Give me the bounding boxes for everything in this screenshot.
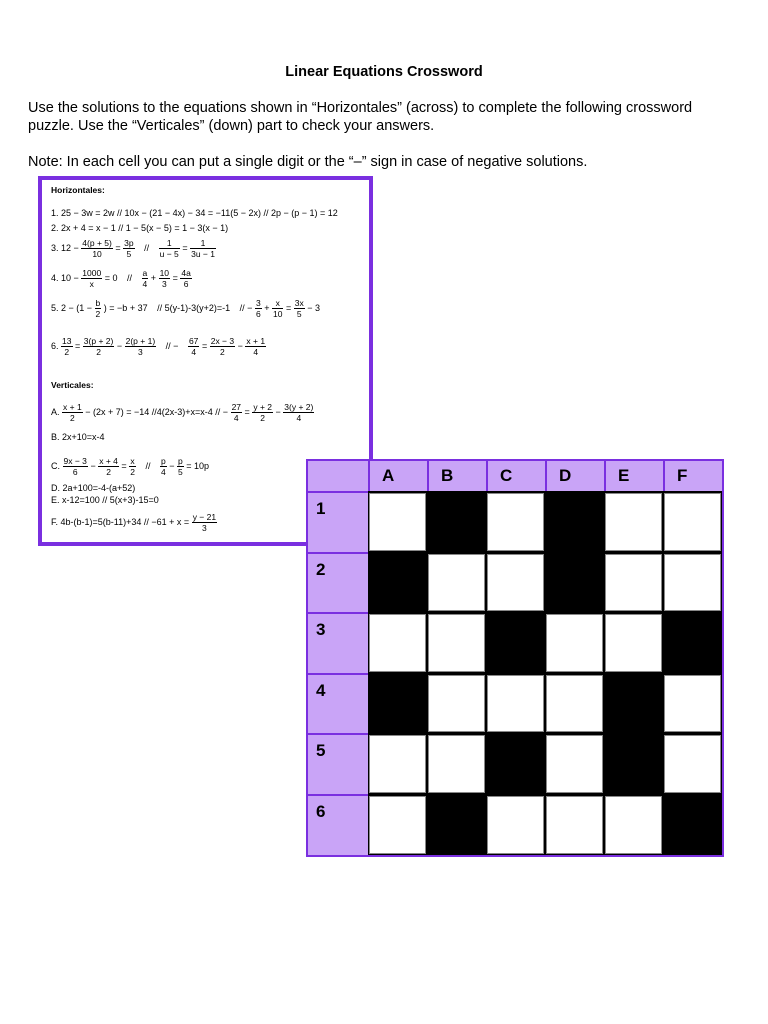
denominator: 2 (95, 309, 101, 319)
fraction (123, 238, 134, 259)
down-clue-b: B. 2x+10=x-4 (51, 432, 105, 442)
crossword-cell[interactable] (487, 675, 544, 733)
fraction (210, 336, 235, 357)
denominator: u − 5 (159, 249, 179, 259)
row-header-5: 5 (308, 733, 368, 794)
numerator: y + 2 (253, 402, 272, 412)
fraction (192, 512, 217, 533)
text: = (115, 242, 121, 253)
text: // 5(y-1)-3(y+2)=-1 (157, 302, 231, 313)
black-cell (546, 493, 603, 551)
across-clue-1: 1. 25 − 3w = 2w // 10x − (21 − 4x) − 34 = −11(5 − 2x) // 2p − (p − 1) = 12 (51, 208, 338, 218)
denominator: 6 (255, 309, 261, 319)
denominator: 2 (106, 467, 111, 477)
down-clue-f (51, 512, 217, 533)
numerator: 13 (62, 336, 72, 346)
column-header-d: D (545, 461, 604, 491)
crossword-cell[interactable] (487, 493, 544, 551)
text: = (172, 272, 178, 283)
text: − 3 (307, 302, 320, 313)
text: = (201, 340, 208, 351)
denominator: 2 (70, 413, 75, 423)
text: 4. 10 − (51, 272, 79, 283)
crossword-cell[interactable] (546, 796, 603, 854)
denominator: 5 (296, 309, 302, 319)
text: // − (165, 340, 179, 351)
numerator: 1000 (82, 268, 102, 278)
text: 5. 2 − (1 − (51, 302, 93, 313)
crossword-cell[interactable] (487, 554, 544, 612)
text: C. (51, 460, 60, 471)
crossword-cell[interactable] (428, 735, 485, 793)
fraction (159, 268, 170, 289)
black-cell (369, 554, 426, 612)
text: ) = −b + 37 (103, 302, 148, 313)
column-header-c: C (486, 461, 545, 491)
fraction (283, 402, 314, 423)
crossword-cell[interactable] (664, 735, 721, 793)
crossword-cell[interactable] (487, 796, 544, 854)
denominator: 4 (142, 279, 148, 289)
denominator: x (89, 279, 94, 289)
text: = (182, 242, 188, 253)
numerator: 67 (188, 336, 199, 346)
denominator: 3 (138, 347, 143, 357)
row-header-1: 1 (308, 491, 368, 552)
text: + (264, 302, 270, 313)
row-header-2: 2 (308, 552, 368, 613)
column-header-a: A (368, 461, 427, 491)
numerator: 3(p + 2) (83, 336, 114, 346)
numerator: 2(p + 1) (125, 336, 156, 346)
across-clue-3 (51, 238, 216, 259)
numerator: p (178, 456, 183, 466)
black-cell (428, 796, 485, 854)
text: // (127, 272, 133, 283)
text: − (2x + 7) = −14 //4(2x-3)+x=x-4 // − (85, 406, 229, 417)
denominator: 10 (92, 249, 102, 259)
fraction (129, 456, 136, 477)
across-clue-4 (51, 268, 192, 289)
text: = 0 (104, 272, 118, 283)
numerator: 4a (181, 268, 191, 278)
text: = (75, 340, 81, 351)
fraction (255, 298, 262, 319)
denominator: 3u − 1 (191, 249, 215, 259)
denominator: 5 (126, 249, 132, 259)
denominator: 2 (260, 413, 266, 423)
fraction (81, 268, 102, 289)
denominator: 4 (191, 347, 197, 357)
crossword-cell[interactable] (664, 493, 721, 551)
fraction (245, 336, 266, 357)
numerator: x (272, 298, 283, 309)
numerator: 3p (124, 238, 134, 248)
fraction (177, 456, 184, 477)
fraction (231, 402, 242, 423)
crossword-cell[interactable] (369, 796, 426, 854)
fraction (252, 402, 273, 423)
down-clue-c (51, 456, 209, 477)
row-header-3: 3 (308, 612, 368, 673)
horizontales-heading: Horizontales: (51, 185, 105, 195)
fraction (190, 238, 216, 259)
numerator: 1 (190, 238, 216, 249)
text: 3. 12 − (51, 242, 79, 253)
numerator: 3(y + 2) (284, 402, 314, 412)
crossword-cell[interactable] (369, 493, 426, 551)
denominator: 2 (96, 347, 101, 357)
denominator: 6 (72, 467, 78, 477)
text: // (144, 242, 150, 253)
verticales-heading: Verticales: (51, 380, 94, 390)
fraction (160, 456, 167, 477)
text: F. 4b-(b-1)=5(b-11)+34 // −61 + x = (51, 516, 190, 527)
numerator: 9x − 3 (63, 456, 87, 466)
text: − (116, 340, 123, 351)
denominator: 2 (64, 347, 70, 357)
denominator: 4 (296, 413, 302, 423)
document-title: Linear Equations Crossword (285, 64, 483, 80)
black-cell (546, 554, 603, 612)
crossword-cell[interactable] (546, 675, 603, 733)
black-cell (664, 614, 721, 672)
text: 6. (51, 340, 59, 351)
black-cell (664, 796, 721, 854)
fraction (83, 336, 115, 357)
fraction (188, 336, 199, 357)
denominator: 4 (160, 467, 166, 477)
numerator: 1 (159, 238, 180, 249)
down-clue-e: E. x-12=100 // 5(x+3)-15=0 (51, 495, 159, 505)
row-header-6: 6 (308, 794, 368, 855)
crossword-cell[interactable] (605, 614, 662, 672)
crossword-cell[interactable] (664, 554, 721, 612)
numerator: 27 (231, 402, 242, 412)
crossword-cell[interactable] (369, 735, 426, 793)
numerator: p (160, 456, 166, 466)
black-cell (428, 493, 485, 551)
across-clue-2: 2. 2x + 4 = x − 1 // 1 − 5(x − 5) = 1 − 3(x − 1) (51, 223, 229, 233)
across-clue-5 (51, 298, 320, 319)
crossword-cell[interactable] (428, 675, 485, 733)
intro-paragraph: Use the solutions to the equations shown in “Horizontales” (across) to complete the following crossword puzzle. Use the “Verticales” (down) part to check your answers. (28, 100, 693, 134)
denominator: 5 (178, 467, 183, 477)
crossword-cell[interactable] (428, 614, 485, 672)
denominator: 4 (233, 413, 239, 423)
note-paragraph: Note: In each cell you can put a single digit or the “–” sign in case of negative solutions. (28, 154, 588, 170)
numerator: 10 (159, 268, 170, 278)
numerator: 4(p + 5) (82, 238, 112, 248)
denominator: 6 (183, 279, 189, 289)
row-header-4: 4 (308, 673, 368, 734)
numerator: b (95, 298, 101, 308)
crossword-cell[interactable] (428, 554, 485, 612)
across-clue-6 (51, 336, 266, 357)
text: − (90, 460, 96, 471)
denominator: 10 (272, 309, 283, 319)
text: − (275, 406, 281, 417)
fraction (294, 298, 305, 319)
fraction (95, 298, 102, 319)
text: = (244, 406, 250, 417)
crossword-cell[interactable] (546, 614, 603, 672)
down-clue-a (51, 402, 314, 423)
fraction (159, 238, 180, 259)
numerator: x + 1 (246, 336, 266, 346)
fraction (125, 336, 157, 357)
denominator: 2 (220, 347, 225, 357)
numerator: x (130, 456, 135, 466)
crossword-cell[interactable] (605, 554, 662, 612)
text: − (169, 460, 175, 471)
crossword-cell[interactable] (546, 735, 603, 793)
column-header-b: B (427, 461, 486, 491)
text: + (150, 272, 157, 283)
crossword-cell[interactable] (369, 614, 426, 672)
black-cell (487, 614, 544, 672)
fraction (180, 268, 191, 289)
fraction (142, 268, 149, 289)
fraction (81, 238, 113, 259)
column-header-e: E (604, 461, 663, 491)
text: = (121, 460, 127, 471)
numerator: x + 1 (63, 402, 82, 412)
text: − (237, 340, 243, 351)
denominator: 2 (130, 467, 135, 477)
black-cell (605, 675, 662, 733)
fraction (272, 298, 283, 319)
text: = (285, 302, 292, 313)
numerator: 2x − 3 (210, 336, 235, 346)
numerator: x + 4 (99, 456, 118, 466)
numerator: 3 (255, 298, 261, 308)
fraction (98, 456, 119, 477)
fraction (61, 336, 72, 357)
numerator: 3x (294, 298, 304, 308)
crossword-grid (306, 459, 724, 857)
column-header-f: F (663, 461, 722, 491)
down-clue-d: D. 2a+100=-4-(a+52) (51, 483, 136, 493)
crossword-cell[interactable] (605, 796, 662, 854)
text: // − (239, 302, 253, 313)
denominator: 3 (202, 523, 207, 533)
fraction (63, 456, 88, 477)
text: = 10p (186, 460, 210, 471)
black-cell (369, 675, 426, 733)
fraction (62, 402, 83, 423)
numerator: y − 21 (192, 512, 217, 522)
crossword-cell[interactable] (664, 675, 721, 733)
text: // (145, 460, 151, 471)
text: A. (51, 406, 60, 417)
black-cell (605, 735, 662, 793)
numerator: a (142, 268, 148, 278)
denominator: 3 (161, 279, 167, 289)
crossword-cell[interactable] (605, 493, 662, 551)
black-cell (487, 735, 544, 793)
denominator: 4 (253, 347, 259, 357)
